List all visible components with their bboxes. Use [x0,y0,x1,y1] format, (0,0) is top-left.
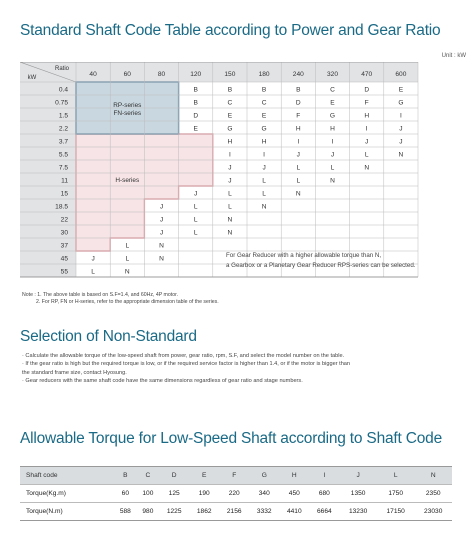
rp-series-label: RP-series [113,102,142,109]
shaft-code-cell: B [296,86,301,94]
ratio-header: 180 [258,71,270,78]
shaft-code-cell: L [262,177,266,185]
shaft-code-cell: E [330,99,335,107]
shaft-code-cell: J [228,177,232,185]
fn-series-label: FN-series [113,110,142,117]
shaft-code-cell: L [228,190,232,198]
torque-cell: 2156 [219,503,249,521]
shaft-code-cell: G [227,125,233,133]
note-2: 2. For RP, FN or H-series, refer to the appropriate dimension table of the series. [36,298,219,305]
torque-cell: 220 [219,485,249,503]
torque-cell: 6664 [309,503,339,521]
shaft-code-cell: J [159,229,164,237]
shaft-code-cell: C [261,99,267,107]
shaft-code-cell: E [227,112,233,120]
callout-line-1: For Gear Reducer with a higher allowable torque than N, [226,252,382,259]
torque-nm-row [20,503,452,521]
torque-kgm-row [20,485,452,503]
shaft-code-cell: I [297,138,300,146]
torque-cell: 190 [189,485,219,503]
shaft-code-cell: B [193,99,198,107]
torque-header-cell: E [189,467,219,485]
shaft-code-cell: E [261,112,267,120]
torque-cell: Torque(Kg.m) [20,485,114,503]
note-1: Note : 1. The above table is based on S.F=1.4, and 60Hz, 4P motor. [22,292,178,298]
torque-cell: 1225 [159,503,189,521]
shaft-code-cell: L [228,203,232,211]
shaft-code-cell: G [398,99,404,107]
shaft-code-cell: L [125,242,130,250]
shaft-code-cell: N [124,268,130,276]
shaft-code-cell: J [399,125,403,133]
kw-label: 3.7 [58,138,68,146]
shaft-code-cell: B [227,86,233,94]
torque-header-cell: L [377,467,415,485]
corner-ratio-label: Ratio [54,66,70,72]
kw-label: 0.4 [58,86,68,94]
shaft-code-cell: D [364,86,370,94]
kw-label: 22 [60,216,68,224]
h-series-label: H-series [115,177,140,184]
shaft-code-cell: E [193,125,198,133]
torque-header-cell: J [339,467,377,485]
shaft-code-cell: L [296,177,301,185]
shaft-code-cell: N [295,190,301,198]
shaft-code-cell: G [329,112,336,120]
shaft-code-cell: J [365,138,369,146]
ratio-header: 320 [326,71,339,78]
shaft-code-cell: N [227,229,233,237]
table-notes [22,292,219,305]
torque-header-cell: G [249,467,279,485]
kw-label: 15 [60,190,68,198]
kw-label: 11 [61,177,68,185]
torque-cell: 100 [137,485,160,503]
corner-kw-label: kW [27,75,37,81]
shaft-code-cell: D [295,99,301,107]
ratio-header: 600 [395,71,407,78]
shaft-code-cell: N [398,151,404,159]
shaft-code-cell: L [330,164,335,172]
torque-cell: 980 [137,503,160,521]
shaft-code-cell: F [296,112,301,120]
shaft-code-cell: N [330,177,335,185]
shaft-code-cell: L [364,151,369,159]
kw-label: 55 [60,268,68,276]
bullet-2-cont: the standard frame size, contact Hyosung. [22,369,127,376]
shaft-code-cell: H [364,112,370,120]
torque-table [20,466,452,521]
torque-cell: 125 [159,485,189,503]
shaft-code-cell: J [194,190,198,198]
shaft-code-cell: C [330,86,335,94]
shaft-code-cell: I [399,112,402,120]
torque-header-cell: D [159,467,189,485]
shaft-code-grid [20,62,450,282]
section3-title: Allowable Torque for Low-Speed Shaft according to Shaft Code [20,430,442,447]
shaft-code-cell: L [262,190,266,198]
shaft-code-cell: J [296,151,300,159]
non-standard-bullets [22,352,462,386]
shaft-code-cell: B [193,86,198,94]
shaft-code-cell: B [261,86,267,94]
ratio-header: 80 [157,71,166,78]
kw-label: 1.5 [58,112,68,120]
shaft-code-cell: L [193,203,198,211]
shaft-code-cell: J [159,203,164,211]
bullet-3: · Gear reducers with the same shaft code have the same dimensions regardless of gear ratio and stage numbers. [22,378,303,385]
kw-label: 37 [60,242,68,250]
shaft-code-cell: J [228,164,232,172]
shaft-code-cell: L [193,229,198,237]
torque-cell: 450 [279,485,309,503]
shaft-code-cell: D [193,112,199,120]
shaft-code-cell: N [159,242,164,250]
shaft-code-cell: I [331,138,334,146]
shaft-code-cell: H [330,125,335,133]
kw-label: 18.5 [55,203,68,211]
shaft-code-cell: N [159,255,164,263]
kw-label: 45 [60,255,68,263]
kw-label: 30 [60,229,68,237]
shaft-code-cell: H [227,138,233,146]
torque-cell: 17150 [377,503,415,521]
torque-cell: Torque(N.m) [20,503,114,521]
torque-header-cell: F [219,467,249,485]
shaft-code-cell: H [295,125,301,133]
torque-cell: 4410 [279,503,309,521]
callout-line-2: a Gearbox or a Planetary Gear Reducer RPS-series can be selected. [226,262,416,269]
shaft-code-cell: J [399,138,403,146]
torque-header-cell: B [114,467,137,485]
torque-cell: 1350 [339,485,377,503]
bullet-1: · Calculate the allowable torque of the low-speed shaft from power, gear ratio, rpm, S.F, and select the model number on the table. [22,353,345,359]
torque-cell: 23030 [414,503,452,521]
torque-cell: 1750 [377,485,415,503]
shaft-code-cell: L [296,164,301,172]
ratio-header: 470 [361,71,373,78]
shaft-code-cell: L [125,255,130,263]
torque-cell: 2350 [414,485,452,503]
kw-label: 5.5 [58,151,68,159]
torque-header-cell: I [309,467,339,485]
torque-header-cell: Shaft code [20,467,114,485]
torque-cell: 588 [114,503,137,521]
ratio-header: 240 [292,71,304,78]
shaft-code-cell: C [227,99,233,107]
header-band [20,62,418,82]
torque-header-cell: H [279,467,309,485]
shaft-code-cell: I [365,125,368,133]
torque-cell: 340 [249,485,279,503]
shaft-code-cell: E [398,86,404,94]
shaft-code-cell: J [330,151,335,159]
shaft-code-cell: I [228,151,231,159]
shaft-code-cell: I [263,151,266,159]
torque-cell: 3332 [249,503,279,521]
torque-header-cell: C [137,467,160,485]
kw-label: 0.75 [55,99,68,107]
ratio-header: 60 [123,71,131,78]
kw-label: 2.2 [58,125,68,133]
torque-cell: 60 [114,485,137,503]
torque-header-cell: N [414,467,452,485]
shaft-code-cell: L [91,268,95,276]
shaft-code-cell: F [364,99,369,107]
shaft-code-cell: N [364,164,370,172]
section1-title: Standard Shaft Code Table according to Power and Gear Ratio [20,22,441,39]
kw-label: 7.5 [58,164,68,172]
shaft-code-cell: J [262,164,266,172]
shaft-code-cell: J [159,216,164,224]
shaft-code-cell: L [193,216,198,224]
ratio-header: 120 [190,71,202,78]
torque-header-row [20,467,452,485]
bullet-2: · If the gear ratio is high but the required torque is low, or if the required service factor is higher than 1.4, or if the motor is bigger than [22,361,351,368]
ratio-header: 150 [224,71,236,78]
shaft-code-cell: H [261,138,267,146]
shaft-code-cell: N [227,216,233,224]
shaft-code-cell: J [91,255,95,263]
unit-label: Unit : kW [441,53,466,59]
torque-cell: 1862 [189,503,219,521]
torque-cell: 13230 [339,503,377,521]
shaft-code-cell: G [261,125,267,133]
torque-cell: 680 [309,485,339,503]
callout-note [226,251,416,271]
shaft-code-table [20,62,450,282]
shaft-code-cell: N [261,203,267,211]
ratio-header: 40 [89,71,97,78]
section2-title: Selection of Non-Standard [20,328,197,345]
